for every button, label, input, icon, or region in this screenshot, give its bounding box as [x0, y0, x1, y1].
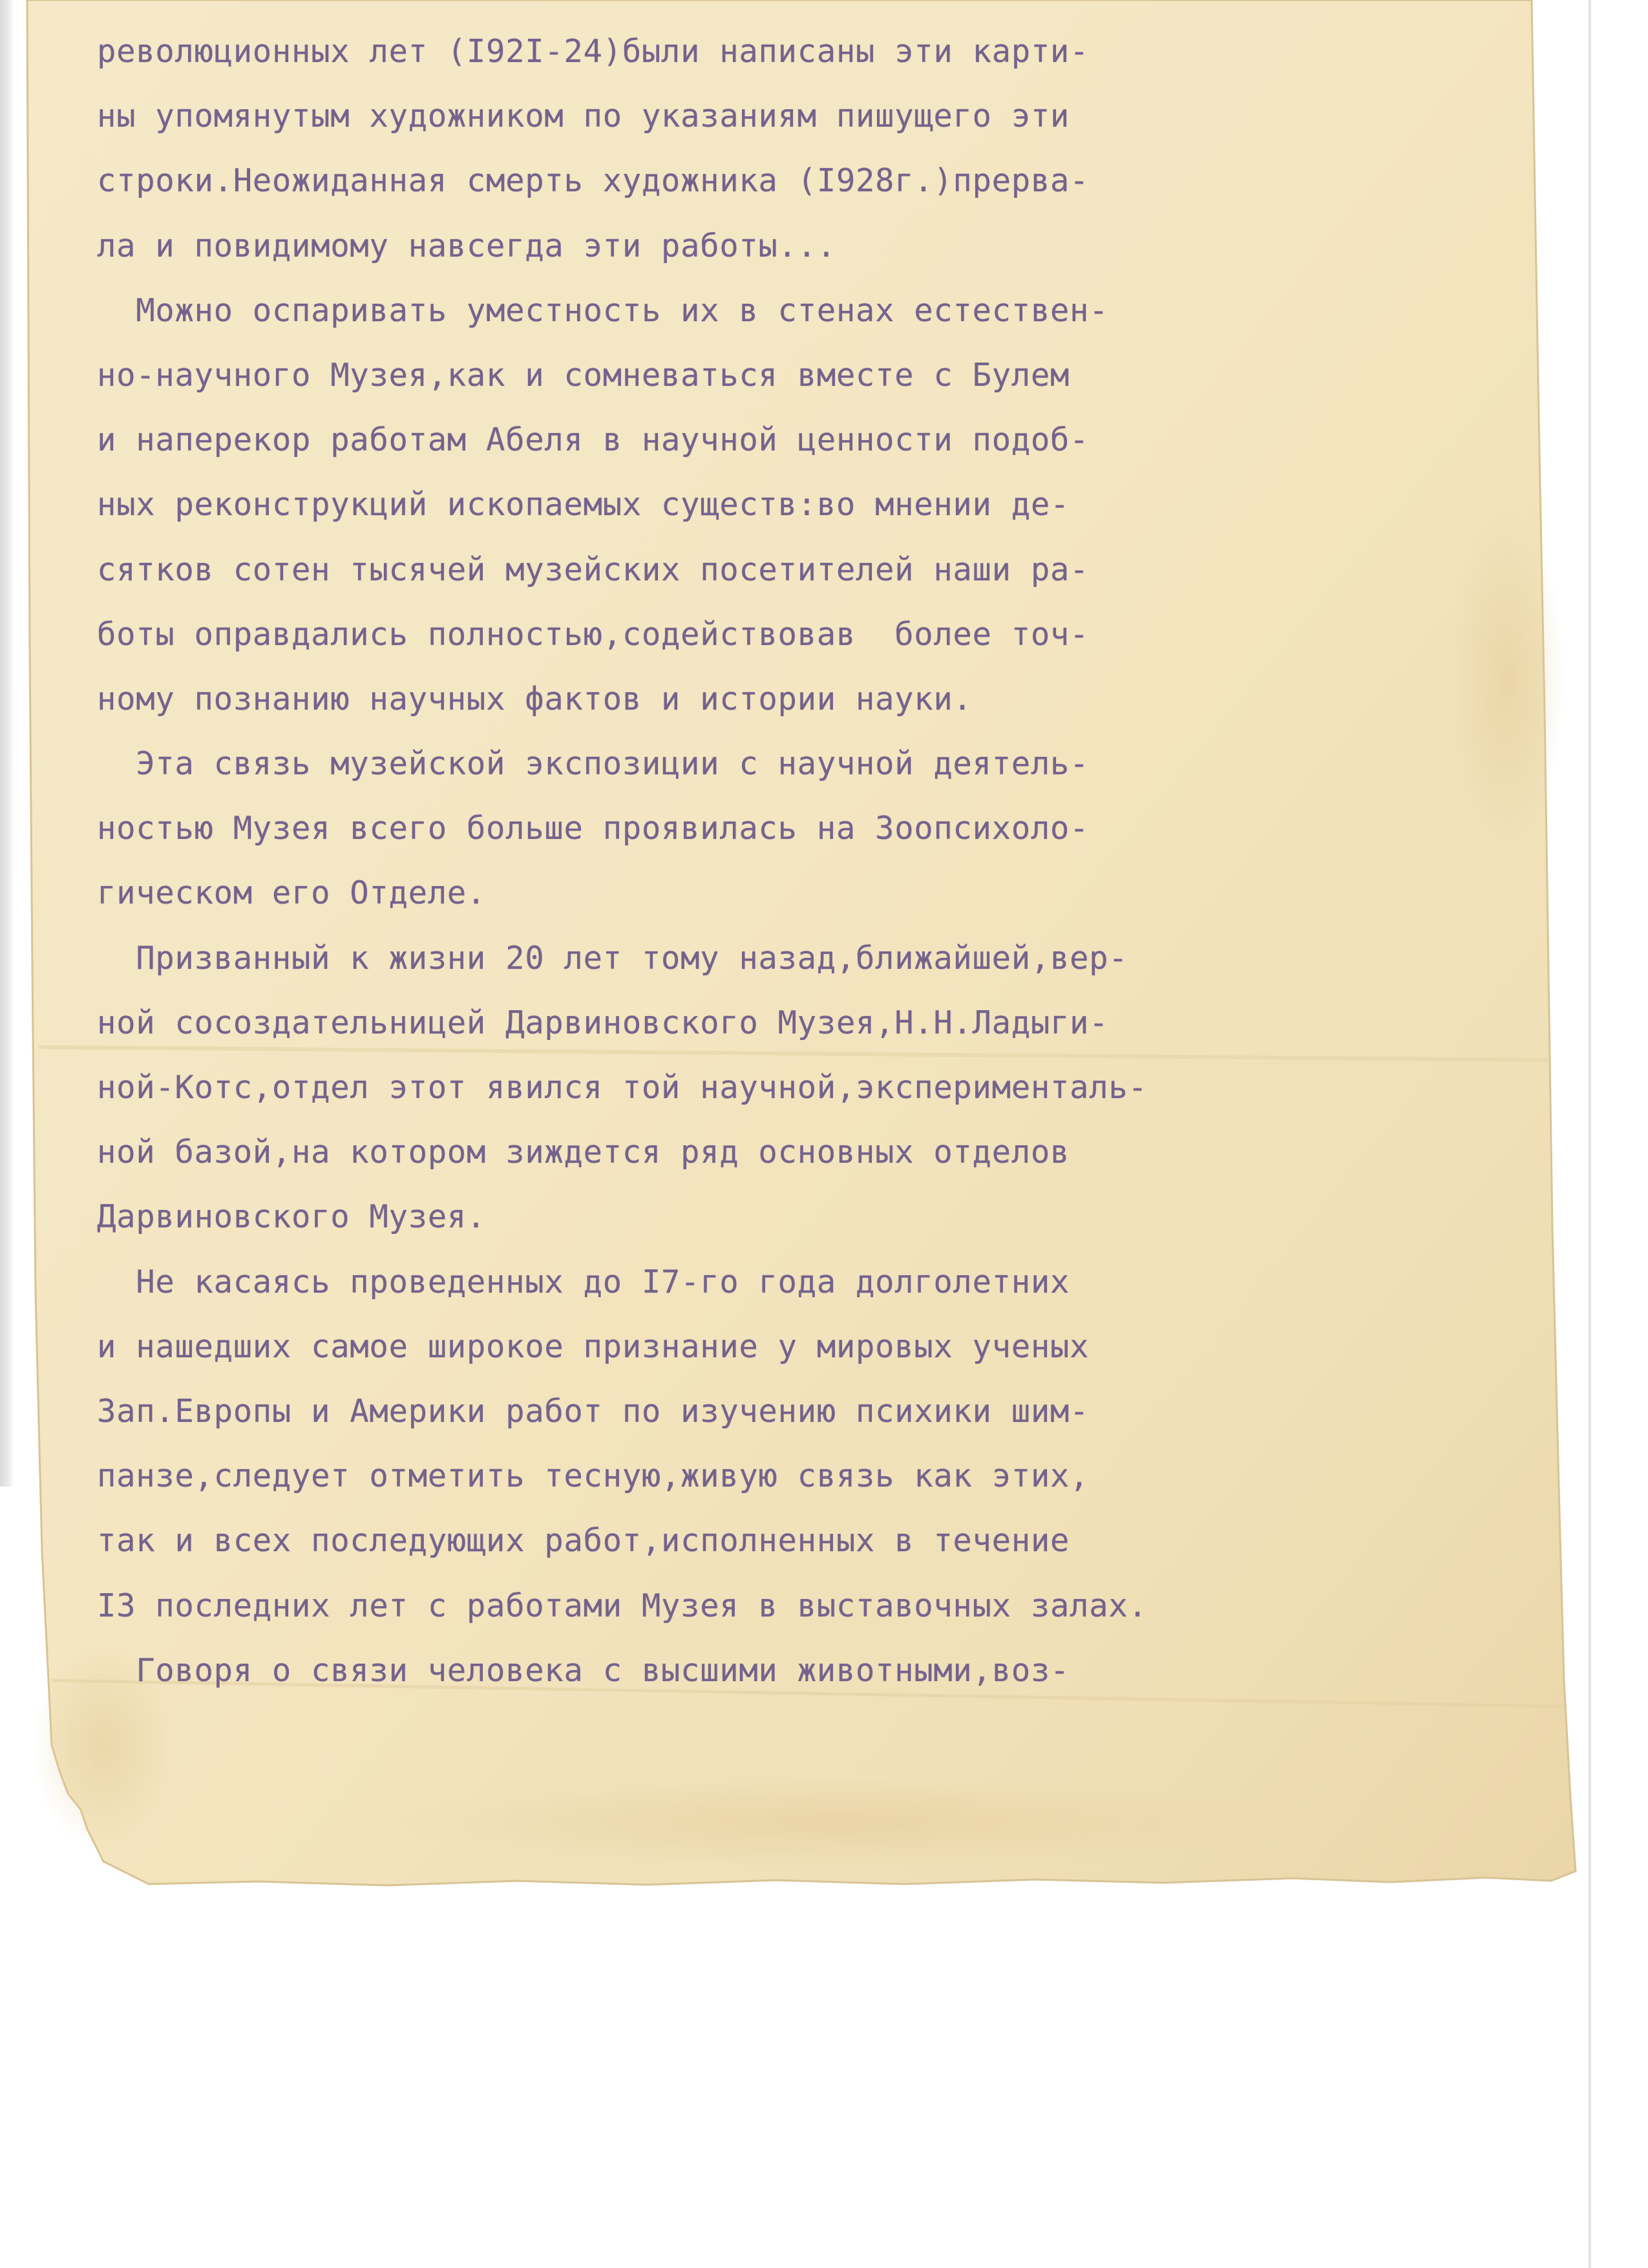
text-line: Зап.Европы и Америки работ по изучению психики шим- [97, 1392, 1090, 1430]
text-line: Можно оспаривать уместность их в стенах естествен- [97, 291, 1109, 329]
text-line: так и всех последующих работ,исполненных в течение [97, 1522, 1070, 1560]
text-line: ла и повидимому навсегда эти работы... [97, 227, 836, 264]
text-line: ной базой,на котором зиждется ряд основных отделов [97, 1134, 1070, 1171]
text-line: ностью Музея всего больше проявилась на Зоопсихоло- [97, 810, 1090, 847]
text-line: Эта связь музейской экспозиции с научной деятель- [97, 745, 1090, 783]
text-line: Дарвиновского Музея. [97, 1198, 487, 1236]
text-line: Не касаясь проведенных до I7-го года долголетних [97, 1263, 1070, 1300]
text-line: революционных лет (I92I-24)были написаны эти карти- [97, 33, 1090, 70]
text-line: сятков сотен тысячей музейских посетителей наши ра- [97, 551, 1090, 588]
typewritten-text [97, 19, 1312, 1703]
text-line: Призванный к жизни 20 лет тому назад,ближайшей,вер- [97, 939, 1128, 977]
text-line: строки.Неожиданная смерть художника (I928г.)прерва- [97, 162, 1090, 200]
text-line: и нашедших самое широкое признание у мировых ученых [97, 1328, 1090, 1365]
text-line: ному познанию научных фактов и истории науки. [97, 680, 973, 717]
text-line: панзе,следует отметить тесную,живую связь как этих, [97, 1457, 1090, 1495]
text-line: и наперекор работам Абеля в научной ценности подоб- [97, 421, 1090, 459]
text-line: гическом его Отделе. [97, 874, 487, 912]
text-line: ных реконструкций ископаемых существ:во мнении де- [97, 486, 1070, 524]
text-line: но-научного Музея,как и сомневаться вместе с Булем [97, 356, 1070, 394]
text-line: I3 последних лет с работами Музея в выставочных залах. [97, 1587, 1148, 1624]
text-line: Говоря о связи человека с высшими животными,воз- [97, 1651, 1070, 1689]
paper-stain [388, 1777, 1293, 1868]
text-line: ны упомянутым художником по указаниям пишущего эти [97, 98, 1070, 135]
paper-stain [1448, 511, 1564, 847]
text-line: ной-Котс,отдел этот явился той научной,эксперименталь- [97, 1069, 1148, 1106]
text-line: ной сосоздательницей Дарвиновского Музея,Н.Н.Ладыги- [97, 1004, 1109, 1041]
text-line: боты оправдались полностью,содействовав более точ- [97, 615, 1090, 653]
